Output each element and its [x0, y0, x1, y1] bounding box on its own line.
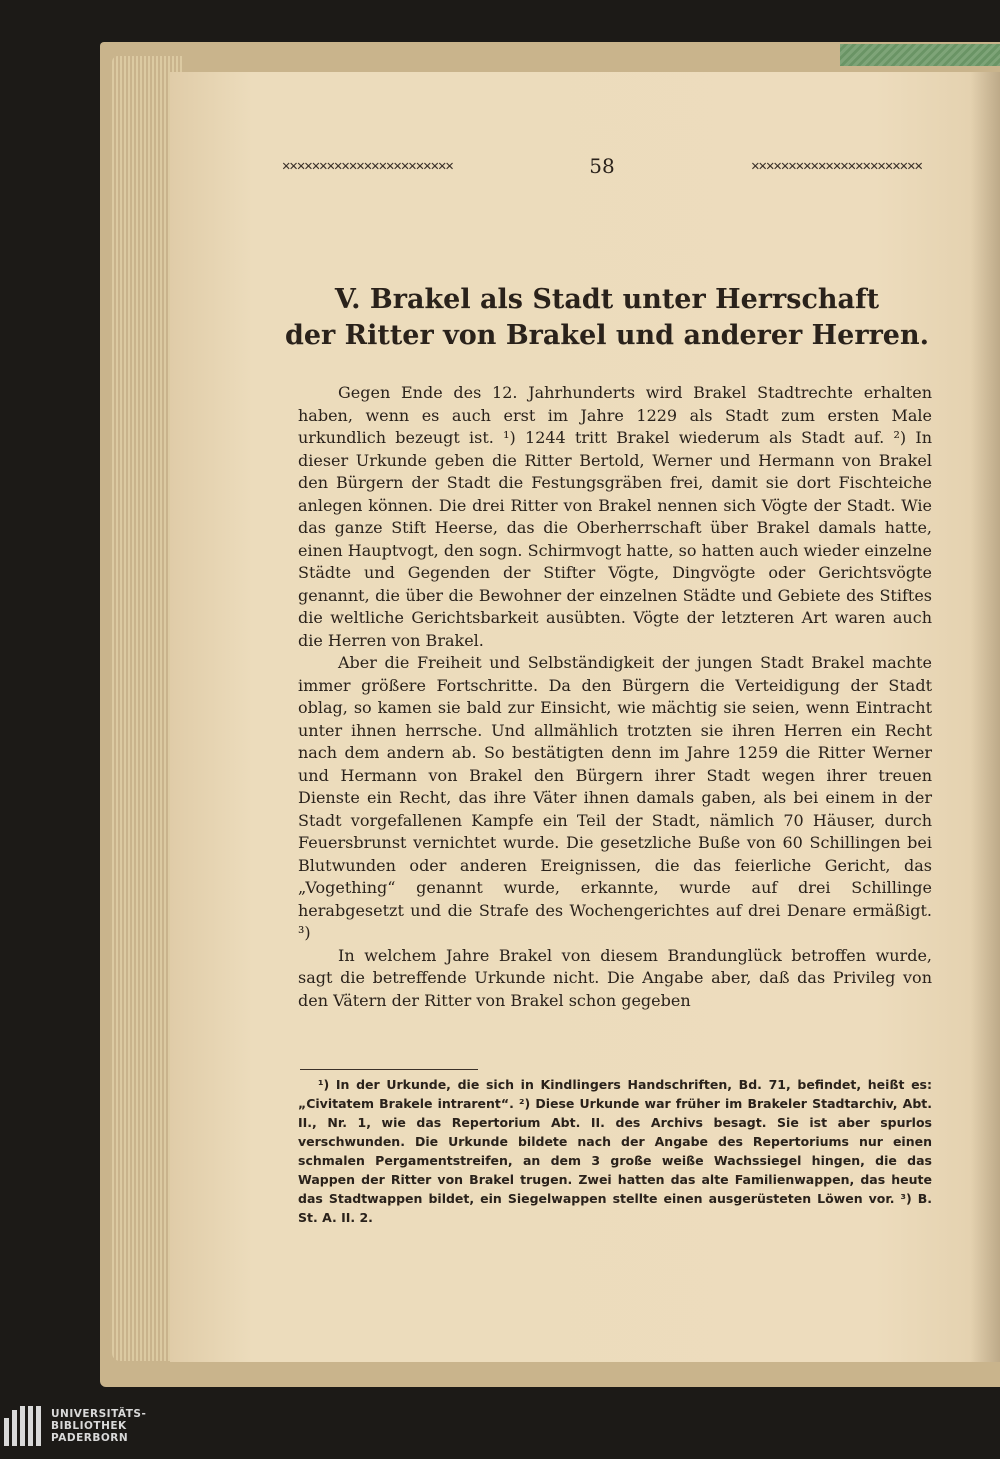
footnotes [298, 1075, 932, 1227]
paragraph: In welchem Jahre Brakel von diesem Brandunglück betroffen wurde, sagt die betreffende Urkunde nicht. Die Angabe aber, daß das Privileg von den Vätern der Ritter von Brakel schon gegeben [298, 945, 932, 1010]
library-name-line-3: PADERBORN [51, 1432, 129, 1444]
gutter-shadow [970, 72, 1000, 1362]
running-head [282, 154, 922, 178]
ornament-right: ✕✕✕✕✕✕✕✕✕✕✕✕✕✕✕✕✕✕✕✕✕✕✕ [751, 158, 922, 174]
library-logo [4, 1406, 146, 1446]
book-page [170, 72, 1000, 1362]
library-name-line-2: BIBLIOTHEK [51, 1420, 127, 1432]
footnote-rule [300, 1069, 478, 1070]
chapter-title [282, 282, 932, 354]
paragraph: Gegen Ende des 12. Jahrhunderts wird Brakel Stadtrechte erhalten haben, wenn es auch erst im Jahre 1229 als Stadt zum ersten Male urkundlich bezeugt ist. ¹) 1244 tritt Brakel wiederum als Stadt auf. ²) In dieser Urkunde geben die Ritter Bertold, Werner und Hermann von Brakel den Bürgern der Stadt die Festungsgräben frei, damit sie dort Fischteiche anlegen können. Die drei Ritter von Brakel nennen sich Vögte der Stadt. Wie das ganze Stift Heerse, das die Oberherrschaft über Brakel damals hatte, einen Hauptvogt, den sogn. Schirmvogt hatte, so hatten auch wieder einzelne Städte und Gegenden der Stifter Vögte, Dingvögte oder Gerichtsvögte genannt, die über die Bewohner der einzelnen Städte und Gebiete des Stiftes die weltliche Gerichtsbarkeit ausübten. Vögte der letzteren Art waren auch die Herren von Brakel. [298, 383, 932, 650]
ornament-left: ✕✕✕✕✕✕✕✕✕✕✕✕✕✕✕✕✕✕✕✕✕✕✕ [282, 158, 453, 174]
library-name [51, 1408, 146, 1444]
page-number: 58 [589, 154, 615, 178]
library-bars-icon [4, 1406, 41, 1446]
footnote-text: ¹) In der Urkunde, die sich in Kindlingers Handschriften, Bd. 71, befindet, heißt es: „Civitatem Brakele intrarent“. ²) Diese Urkunde war früher im Brakeler Stadtarchiv, Abt. II., Nr. 1, wie das Repertorium Abt. II. des Archivs besagt. Sie ist aber spurlos verschwunden. Die Urkunde bildete nach der Angabe des Repertoriums nur einen schmalen Pergamentstreifen, an dem 3 große weiße Wachssiegel hingen, die das Wappen der Ritter von Brakel trugen. Zwei hatten das alte Familienwappen, das heute das Stadtwappen bildet, ein Siegelwappen stellte einen ausgerüsteten Löwen vor. ³) B. St. A. II. 2. [298, 1077, 932, 1225]
chapter-title-line-1: V. Brakel als Stadt unter Herrschaft [334, 284, 880, 315]
chapter-title-line-2: der Ritter von Brakel und anderer Herren. [284, 320, 930, 351]
body-text [298, 382, 932, 1012]
paragraph: Aber die Freiheit und Selbständigkeit der jungen Stadt Brakel machte immer größere Fortschritte. Da den Bürgern die Verteidigung der Stadt oblag, so kamen sie bald zur Einsicht, wie mächtig sie seien, wenn Eintracht unter ihnen herrsche. Und allmählich trotzten sie ihren Herren ein Recht nach dem andern ab. So bestätigten denn im Jahre 1259 die Ritter Werner und Hermann von Brakel den Bürgern ihrer Stadt wegen ihrer treuen Dienste ein Recht, das ihre Väter ihnen damals gaben, als bei einem in der Stadt vorgefallenen Kampfe ein Teil der Stadt, nämlich 70 Häuser, durch Feuersbrunst vernichtet wurde. Die gesetzliche Buße von 60 Schillingen bei Blutwunden oder anderen Ereignissen, die das feierliche Gericht, das „Vogething“ genannt wurde, erkannte, wurde auf drei Schillinge herabgesetzt und die Strafe des Wochengerichtes auf drei Denare ermäßigt. ³) [298, 653, 932, 942]
cloth-binding-strip [840, 44, 1000, 66]
library-name-line-1: UNIVERSITÄTS- [51, 1408, 147, 1420]
